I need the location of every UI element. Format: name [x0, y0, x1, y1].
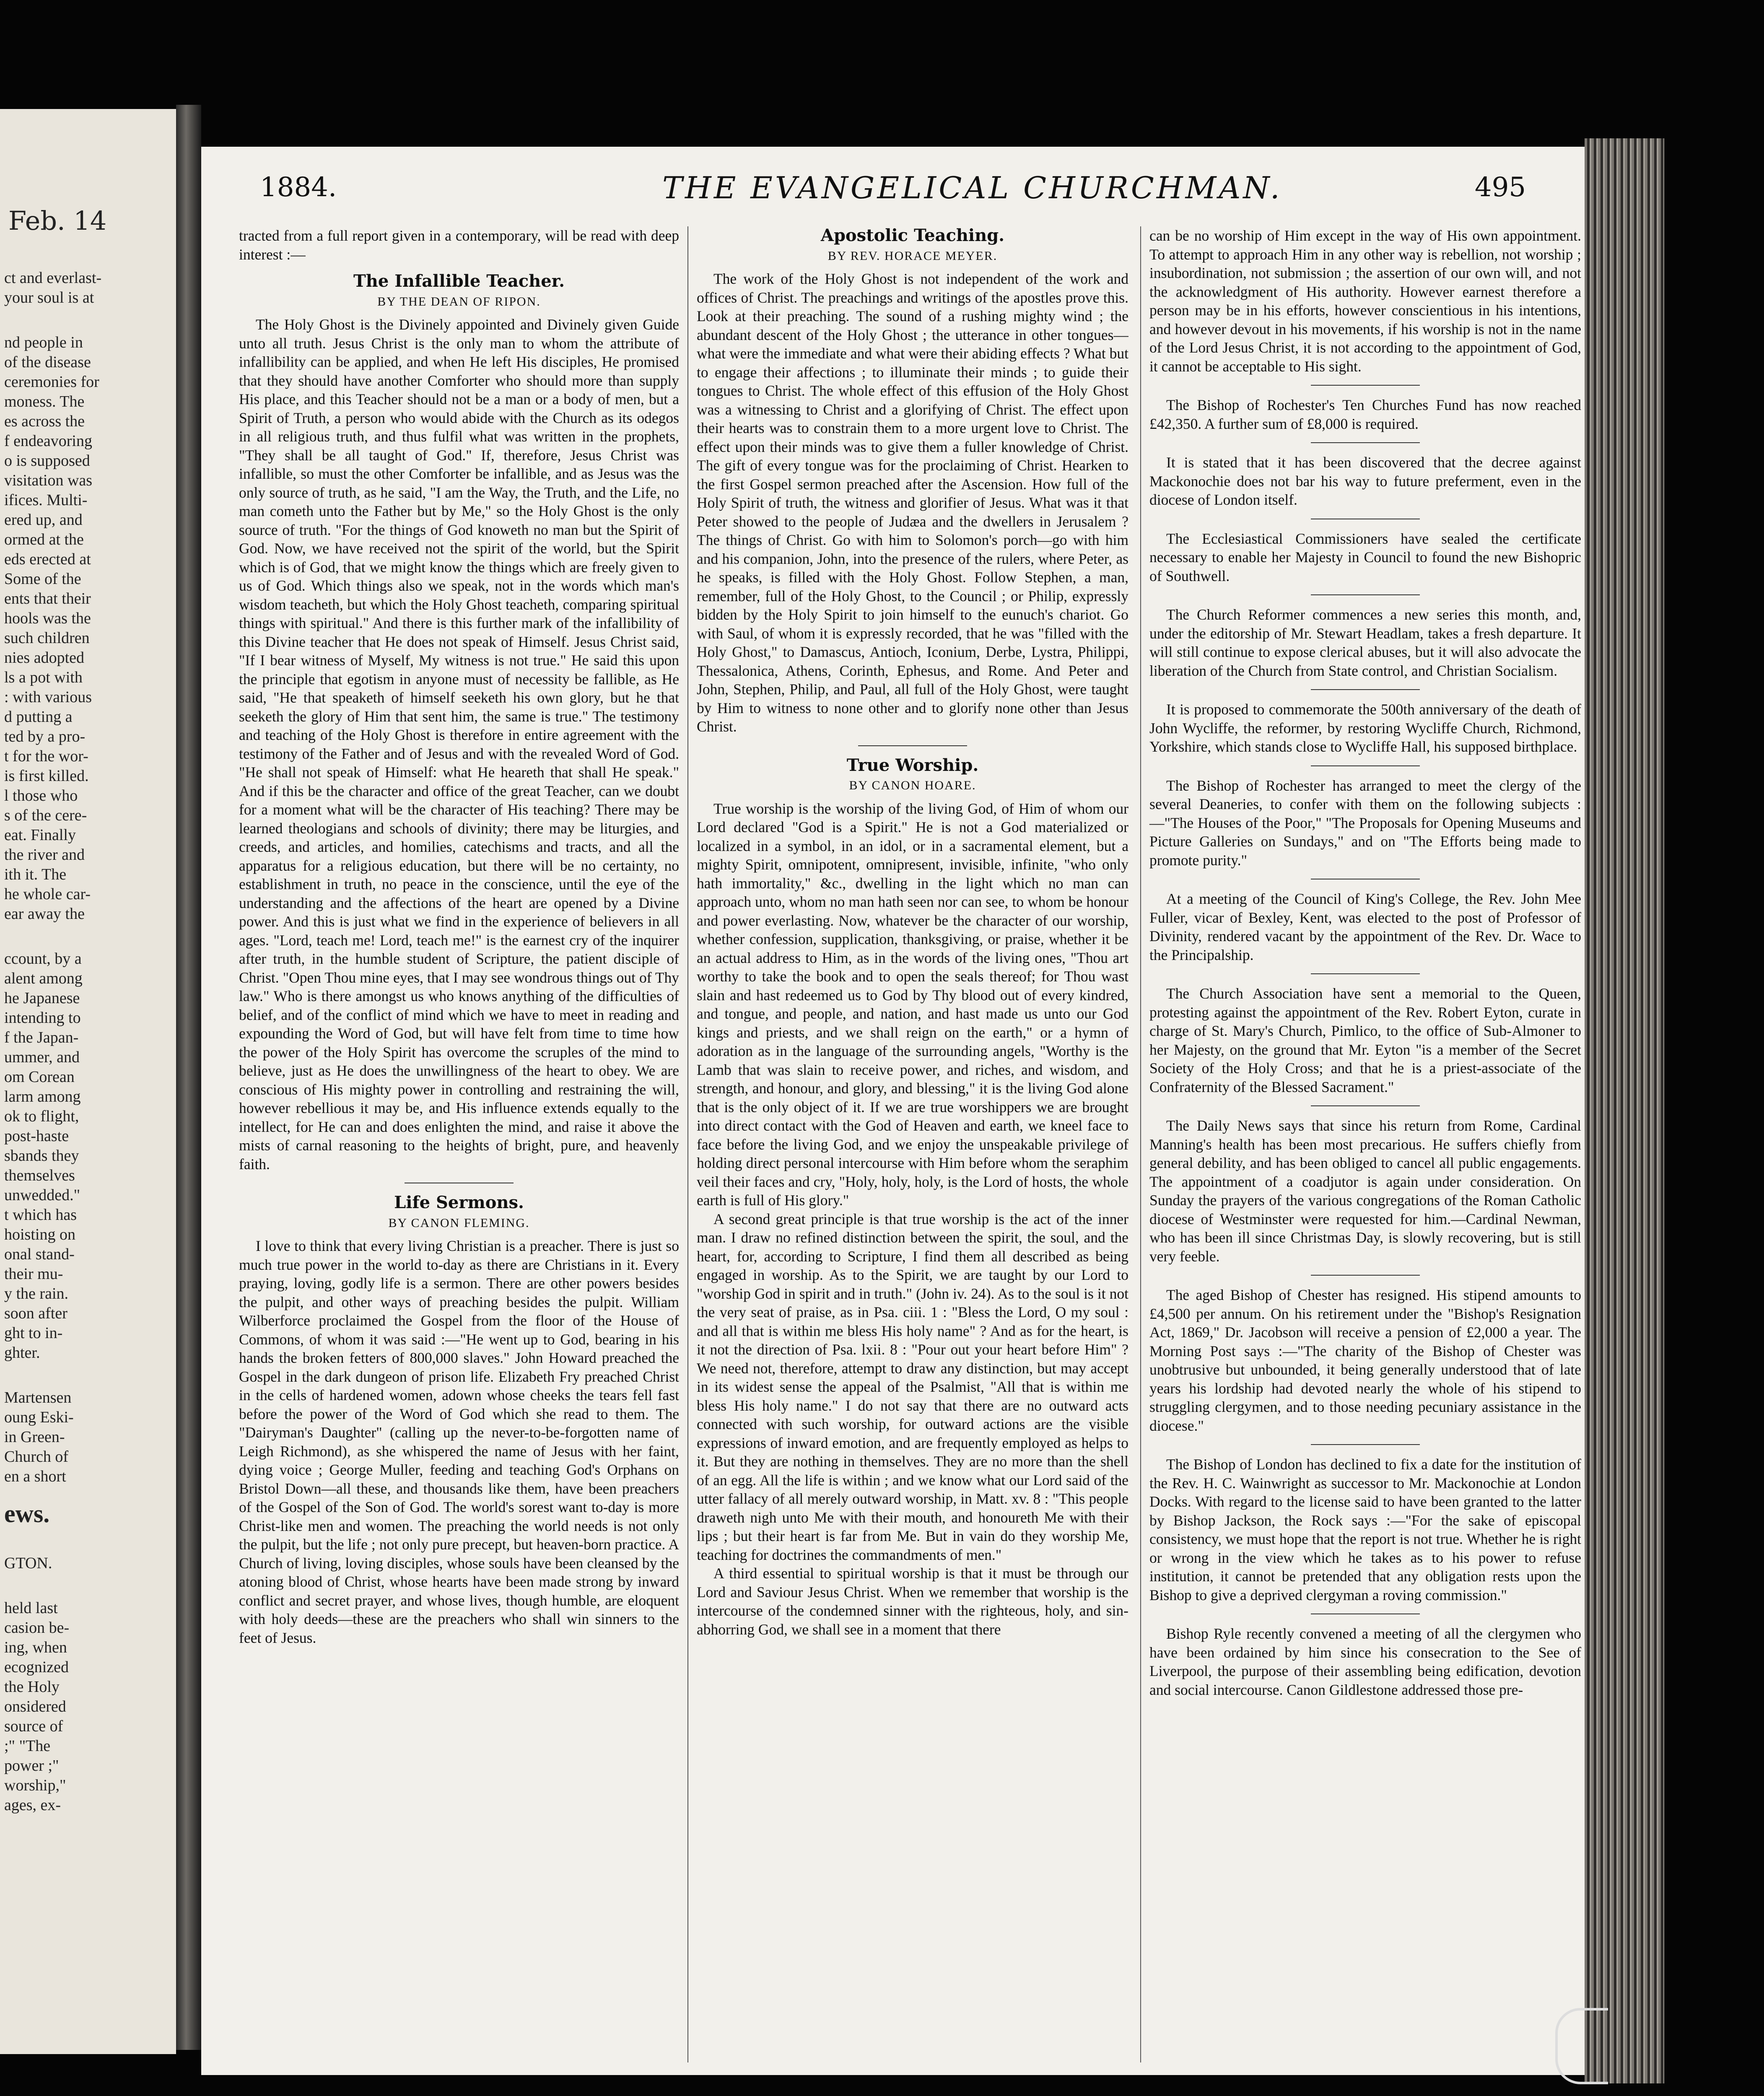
article-paragraph: A third essential to spiritual worship is that it must be through our Lord and Saviour Jesus Christ. When we remember that worship is the intercourse of the condemned sinner with the righteous, holy, and sin-abhorring God, we shall see in a moment that there	[697, 1565, 1128, 1638]
facing-page-line: intending to	[4, 1009, 81, 1027]
facing-page-line: ummer, and	[4, 1048, 80, 1066]
facing-page-line: GTON.	[4, 1554, 52, 1572]
masthead-title: THE EVANGELICAL CHURCHMAN.	[662, 170, 1282, 205]
facing-page-line: he Japanese	[4, 989, 80, 1007]
article-byline: BY THE DEAN OF RIPON.	[377, 294, 541, 309]
facing-page-line: f the Japan-	[4, 1029, 79, 1046]
facing-page-line	[4, 1363, 172, 1388]
facing-page-line: is first killed.	[4, 767, 89, 785]
section-rule	[1311, 1444, 1420, 1445]
facing-page-line: hoisting on	[4, 1226, 75, 1243]
facing-page-text	[4, 268, 172, 1815]
facing-page-line: ted by a pro-	[4, 728, 86, 745]
facing-page-line: en a short	[4, 1468, 66, 1485]
facing-page-line: ents that their	[4, 590, 91, 607]
facing-page-line: ceremonies for	[4, 373, 99, 391]
facing-page-line: y the rain.	[4, 1285, 69, 1302]
facing-page-line: visitation was	[4, 472, 93, 489]
section-rule	[1311, 594, 1420, 595]
header-year: 1884.	[260, 172, 337, 203]
facing-page-line: ghter.	[4, 1344, 40, 1362]
facing-page-line: soon after	[4, 1305, 67, 1322]
facing-page-line: unwedded."	[4, 1186, 80, 1204]
news-item: It is proposed to commemorate the 500th anniversary of the death of John Wycliffe, the reformer, by restoring Wycliffe Church, Richmond, Yorkshire, which stands close to Wycliffe Hall, his supposed birthplace.	[1149, 701, 1581, 755]
facing-page-line: ecognized	[4, 1658, 69, 1676]
facing-page-line: o is supposed	[4, 452, 90, 470]
facing-page-line: held last	[4, 1599, 58, 1617]
facing-page-line: their mu-	[4, 1265, 63, 1283]
facing-page-line: Martensen	[4, 1389, 72, 1406]
facing-page-line: the Holy	[4, 1678, 60, 1696]
facing-page-line: nies adopted	[4, 649, 85, 667]
facing-page-line: larm among	[4, 1088, 81, 1105]
page-edges	[1585, 138, 1664, 2083]
facing-page-line: f endeavoring	[4, 432, 92, 450]
facing-page-line: moness. The	[4, 393, 85, 410]
facing-page-news-heading: ews.	[4, 1500, 50, 1528]
facing-page-line: t which has	[4, 1206, 77, 1224]
facing-page	[0, 109, 176, 2054]
section-rule	[1311, 1105, 1420, 1106]
facing-page-line: t for the wor-	[4, 747, 88, 765]
facing-page-line: es across the	[4, 412, 85, 430]
facing-page-line: power ;"	[4, 1757, 59, 1774]
facing-page-line: in Green-	[4, 1428, 65, 1446]
facing-page-line: ;" "The	[4, 1737, 51, 1755]
facing-page-line: l those who	[4, 787, 78, 804]
facing-page-line: your soul is at	[4, 289, 94, 306]
facing-page-line: ered up, and	[4, 511, 83, 529]
article-byline: BY CANON HOARE.	[849, 778, 976, 792]
facing-page-line: ok to flight,	[4, 1108, 79, 1125]
news-item: At a meeting of the Council of King's College, the Rev. John Mee Fuller, vicar of Bexley, Kent, was elected to the post of Professor of Divinity, rendered vacant by the appointment of the Rev. Dr. Wace to the Principalship.	[1149, 890, 1581, 963]
facing-page-line: ifices. Multi-	[4, 491, 88, 509]
facing-page-line: Some of the	[4, 570, 81, 588]
article-byline: BY CANON FLEMING.	[388, 1216, 530, 1230]
article-paragraph: True worship is the worship of the living God, of Him of whom our Lord declared "God is a Spirit." He is not a God materialized or localized in a symbol, in an idol, or in a sacramental element, but a mighty Spirit, omnipotent, omnipresent, invisible, infinite, "who only hath immortality," &c., dwelling in the light which no man can approach unto, whom no man hath seen nor can see, to whom be honour and power everlasting. Now, whatever be the character of our worship, whether confession, supplication, thanksgiving, or praise, whether it be an actual address to Him, as in the words of the living ones, "Thou art worthy to take the book and to open the seals thereof; for Thou wast slain and hast redeemed us to God by Thy blood out of every kindred, and tongue, and people, and nation, and hast made us unto our God kings and priests, and we shall reign on the earth," or a hymn of adoration as in the language of the surrounding angels, "Worthy is the Lamb that was slain to receive power, and riches, and wisdom, and strength, and honour, and glory, and blessing," it is the living God alone that is the only object of it. If we are true worshippers we are brought into direct contact with the God of Heaven and earth, we kneel face to face before the living God, and we enjoy the unspeakable privilege of holding direct personal intercourse with Him before whom the seraphim veil their faces and cry, "Holy, holy, holy, is the Lord of hosts, the whole earth is full of His glory."	[697, 800, 1128, 1209]
facing-page-line: hools was the	[4, 610, 91, 627]
news-item: The Church Association have sent a memorial to the Queen, protesting against the appointment of the Rev. Robert Eyton, curate in charge of St. Mary's Church, Pimlico, to the office of Sub-Almoner to her Majesty, on the ground that Mr. Eyton "is a member of the Secret Society of the Holy Cross; and that he is a priest-associate of the Confraternity of the Blessed Sacrament."	[1149, 985, 1581, 1095]
facing-page-line: nd people in	[4, 334, 83, 351]
facing-page-line	[4, 1573, 172, 1598]
article-byline: BY REV. HORACE MEYER.	[828, 249, 998, 263]
binder-clip	[1555, 2008, 1608, 2084]
facing-page-line: ls a pot with	[4, 669, 83, 686]
facing-page-line: post-haste	[4, 1127, 69, 1145]
news-item: The Ecclesiastical Commissioners have sealed the certificate necessary to enable her Majesty in Council to found the new Bishopric of Southwell.	[1149, 530, 1581, 584]
facing-page-line: ear away the	[4, 905, 85, 923]
section-rule	[1311, 442, 1420, 443]
article-title: True Worship.	[846, 755, 979, 775]
facing-page-line: source of	[4, 1717, 63, 1735]
facing-page-line: Church of	[4, 1448, 69, 1466]
article-paragraph: The Holy Ghost is the Divinely appointed and Divinely given Guide unto all truth. Jesus Christ is the only man to whom the attribute of infallibility can be applied, and when He left His disciples, He promised that they should have another Comforter who should more than supply His place, and this Teacher should not be a man or a body of men, but a Spirit of Truth, a person who would abide with the Church as its odegos in all religious truth, and thus fulfil what was written in the prophets, "They shall be all taught of God." If, therefore, Jesus Christ was infallible, so must the other Comforter be infallible, and as Jesus was the only source of truth, as he said, "I am the Way, the Truth, and the Life, no man cometh unto the Father but by Me," so the Holy Ghost is the only source of truth. "For the things of God knoweth no man but the Spirit of God. Now, we have received not the spirit of the world, but the Spirit which is of God, that we might know the things which are freely given to us of God. Which things also we speak, not in the words which man's wisdom teacheth, but which the Holy Ghost teacheth, comparing spiritual things with spiritual." And there is this further mark of the infallibility of this Divine teacher that He does not speak of Himself. Jesus Christ said, "If I bear witness of Myself, My witness is not true." He said this upon the principle that egotism in anyone must of necessity be fallible, as He said, "He that speaketh of himself seeketh his own glory, but he that seeketh the glory of Him that sent him, the same is true." The testimony and teaching of the Holy Ghost is therefore in entire agreement with the testimony of the Father and of Jesus and with the revealed Word of God. "He shall not speak of Himself: what He heareth that shall He speak." And if this be the character and office of the great Teacher, can we doubt for a moment what will be the character of His teaching? There may be learned theologians and schools of divinity; there may be liturgies, and creeds, and articles, and homilies, catechisms and tracts, and all the apparatus for a religious education, but there will be no certainty, no establishment in truth, no peace in the conscience, until the eye of the understanding and the affections of the heart are opened by a Divine power. And this is just what we find in the experience of believers in all ages. "Lord, teach me! Lord, teach me!" is the earnest cry of the inquirer after truth, in the humble student of Scripture, the patient disciple of Christ. "Open Thou mine eyes, that I may see wondrous things out of Thy law." Who is there amongst us who knows anything of the difficulties of belief, and of the conflict of mind which we have to meet in reading and expounding the Word of God, but will have felt from time to time how the power of the Holy Spirit has overcome the scruples of the mind to believe, just as He does the unwillingness of the heart to obey. We are conscious of His mighty power in controlling and restraining the will, however rebellious it may be, and His influence extends equally to the intellect, for He can and does enlighten the mind, and raise it above the mists of carnal reasoning to the heights of bright, pure, and heavenly faith.	[239, 316, 679, 1173]
article-paragraph: The work of the Holy Ghost is not independent of the work and offices of Christ. The preachings and writings of the apostles prove this. Look at their preaching. The sound of a rushing mighty wind ; the abundant descent of the Holy Ghost ; the utterance in other tongues—what were the immediate and what were their abiding effects ? What but to engage their affections ; to illuminate their minds ; to guide their tongues to Christ. The whole effect of this effusion of the Holy Ghost was a witnessing to Christ and a glorifying of Christ. The effect upon their hearts was to constrain them to a more urgent love to Christ. The effect upon their minds was to give them a fuller knowledge of Christ. The gift of every tongue was for the proclaiming of Christ. Hearken to the first Gospel sermon preached after the Ascension. How full of the Holy Spirit of truth, the witness and glorifier of Jesus. What was it that Peter showed to the people of Judæa and the dwellers in Jerusalem ? The things of Christ. Go with him to Solomon's porch—go with him and his companion, John, into the presence of the rulers, where Peter, as he speaks, is filled with the Holy Ghost. Follow Stephen, a man, remember, full of the Holy Ghost, to the Council ; or Philip, expressly bidden by the Holy Spirit to join himself to the eunuch's chariot. Go with Saul, of whom it is expressly recorded, that he was "filled with the Holy Ghost," to Damascus, Antioch, Iconium, Derbe, Lystra, Philippi, Thessalonica, Athens, Corinth, Ephesus, and Rome. And Peter and John, Stephen, Philip, and Paul, all full of the Holy Ghost, were taught by Him to witness to none other and to glorify none other than Jesus Christ.	[697, 270, 1128, 735]
section-rule	[1311, 973, 1420, 974]
column-1	[239, 226, 679, 2062]
article-title: Life Sermons.	[394, 1193, 524, 1212]
facing-page-line: ccount, by a	[4, 950, 82, 968]
facing-page-date: Feb. 14	[8, 205, 107, 236]
facing-page-line: onsidered	[4, 1698, 66, 1715]
section-rule	[1311, 385, 1420, 386]
column-2	[687, 226, 1128, 2062]
article-paragraph: A second great principle is that true worship is the act of the inner man. I draw no refined distinction between the spirit, the soul, and the heart, for, according to Scripture, I find them all described as being engaged in worship. As to the Spirit, we are taught by our Lord to "worship God in spirit and in truth." (John iv. 24). As to the soul is it not the very seat of praise, as in Psa. ciii. 1 : "Bless the Lord, O my soul : and all that is within me bless His holy name" ? And as for the heart, is it not the direction of Psa. lxii. 8 : "Pour out your heart before Him" ? We need not, therefore, attempt to draw any distinction, but may accept in its widest sense the appeal of the Psalmist, "All that is within me bless His holy name." I do not say that there are no outward acts connected with such worship, for outward actions are the visible expressions of inward emotion, and are frequently employed as helps to it. But they are nothing in themselves. They are no more than the shell of an egg. All the life is within ; and we know what our Lord said of the utter fallacy of all merely outward worship, in Matt. xv. 8 : "This people draweth nigh unto Me with their mouth, and honoureth Me with their lips ; but their heart is far from Me. But in vain do they worship Me, teaching for doctrines the commandments of men."	[697, 1210, 1128, 1563]
news-item: The Bishop of London has declined to fix a date for the institution of the Rev. H. C. Wainwright as successor to Mr. Mackonochie at London Docks. With regard to the license said to have been granted to the latter by Bishop Jackson, the Rock says :—"For the sake of episcopal consistency, we must hope that the report is not true. Whether he is right or wrong in the view which he takes as to his power to refuse institution, it cannot be pretended that any obligation rests upon the Bishop to give a deprived clergyman a roving commission."	[1149, 1456, 1581, 1603]
facing-page-line: d putting a	[4, 708, 73, 726]
section-rule	[858, 745, 967, 746]
section-rule	[1311, 689, 1420, 690]
facing-page-line: worship,"	[4, 1777, 66, 1794]
book-gutter	[176, 105, 201, 2050]
newspaper-page	[201, 147, 1585, 2075]
article-paragraph: I love to think that every living Christian is a preacher. There is just so much true power in the world to-day as there are Christians in it. Every praying, loving, godly life is a sermon. There are other powers besides the pulpit, and other ways of preaching besides the pulpit. William Wilberforce proclaimed the Gospel from the floor of the House of Commons, of whom it was said :—"He went up to God, bearing in his hands the broken fetters of 800,000 slaves." John Howard preached the Gospel in the dark dungeon of prison life. Elizabeth Fry preached Christ in the cells of hardened women, adown whose cheeks the tears fell fast before the power of the Word of God which she read to them. The "Dairyman's Daughter" (calling up the never-to-be-forgotten name of Leigh Richmond), as she whispered the name of Jesus with her faint, dying voice ; George Muller, feeding and teaching God's Orphans on Bristol Down—all these, and thousands like them, have been preachers of the Gospel of the Son of God. The world's sorest want to-day is more Christ-like men and women. The preaching the world needs is not only the pulpit, but the life ; not only pure precept, but heaven-born practice. A Church of living, loving disciples, whose souls have been cleansed by the atoning blood of Christ, whose hearts have been made strong by inward conflict and secret prayer, and whose lives, though humble, are eloquent with holy deeds—these are the preachers who shall win sinners to the feet of Jesus.	[239, 1237, 679, 1646]
news-item: The Bishop of Rochester has arranged to meet the clergy of the several Deaneries, to confer with them on the following subjects :—"The Houses of the Poor," "The Proposals for Opening Museums and Picture Galleries on Sundays," and on "The Efforts being made to promote purity."	[1149, 777, 1581, 869]
facing-page-line: ith it. The	[4, 866, 67, 883]
facing-page-line: s of the cere-	[4, 807, 87, 824]
news-item: Bishop Ryle recently convened a meeting of all the clergymen who have been ordained by him since his consecration to the See of Liverpool, the purpose of their assembling being edification, devotion and social intercourse. Canon Gildlestone addressed those pre-	[1149, 1625, 1581, 1698]
facing-page-line: onal stand-	[4, 1245, 75, 1263]
news-item: can be no worship of Him except in the way of His own appointment. To attempt to approach Him in any other way is rebellion, not worship ; insubordination, not submission ; the assertion of our own will, and not the acknowledgment of His authority. However earnest therefore a person may be in his efforts, however conscientious in his intentions, and however devout in his movements, if his worship is not in the name of the Lord Jesus Christ, it is not according to the appointment of God, it cannot be acceptable to His sight.	[1149, 227, 1581, 375]
facing-page-line: he whole car-	[4, 885, 91, 903]
page-number: 495	[1474, 172, 1526, 203]
facing-page-line	[4, 924, 172, 949]
page-header	[201, 147, 1585, 226]
section-rule	[1311, 1275, 1420, 1276]
facing-page-line: eat. Finally	[4, 826, 76, 844]
column-3	[1140, 226, 1581, 2062]
facing-page-line: oung Eski-	[4, 1409, 74, 1426]
news-item: The Bishop of Rochester's Ten Churches Fund has now reached £42,350. A further sum of £8,000 is required.	[1149, 397, 1581, 432]
facing-page-line: such children	[4, 629, 90, 647]
facing-page-line: ght to in-	[4, 1324, 63, 1342]
facing-page-line: ormed at the	[4, 531, 84, 548]
news-item: It is stated that it has been discovered that the decree against Mackonochie does not bar his way to future preferment, even in the diocese of London itself.	[1149, 454, 1581, 508]
facing-page-line: om Corean	[4, 1068, 75, 1086]
news-item: The aged Bishop of Chester has resigned. His stipend amounts to £4,500 per annum. On his retirement under the "Bishop's Resignation Act, 1869," Dr. Jacobson will receive a pension of £2,000 a year. The Morning Post says :—"The charity of the Bishop of Chester was unobtrusive but unbounded, it being generally understood that of late years his lordship had devoted nearly the whole of his stipend to struggling clergymen, and to those needing pecuniary assistance in the diocese."	[1149, 1287, 1581, 1434]
intro-text: tracted from a full report given in a contemporary, will be read with deep interest :—	[239, 227, 679, 263]
facing-page-line: ages, ex-	[4, 1796, 61, 1814]
facing-page-line	[4, 308, 172, 333]
facing-page-line: alent among	[4, 970, 83, 987]
facing-page-line: themselves	[4, 1167, 75, 1184]
article-title: Apostolic Teaching.	[820, 226, 1005, 245]
facing-page-line: eds erected at	[4, 550, 91, 568]
facing-page-line: : with various	[4, 688, 92, 706]
article-title: The Infallible Teacher.	[353, 271, 565, 291]
news-item: The Church Reformer commences a new series this month, and, under the editorship of Mr. Stewart Headlam, takes a fresh departure. It will still continue to expose clerical abuses, but it will also advocate the liberation of the Church from State control, and Christian Socialism.	[1149, 606, 1581, 679]
facing-page-line: ct and everlast-	[4, 269, 102, 287]
news-item: The Daily News says that since his return from Rome, Cardinal Manning's health has been most precarious. He suffers chiefly from general debility, and has been obliged to cancel all public engagements. The appointment of a coadjutor is again under consideration. On Sunday the prayers of the various congregations of the Roman Catholic diocese of Westminster were requested for him.—Cardinal Newman, who has been ill since Christmas Day, is slowly recovering, but is still very feeble.	[1149, 1117, 1581, 1265]
facing-page-line: ing, when	[4, 1639, 67, 1656]
facing-page-line: the river and	[4, 846, 85, 864]
facing-page-line: of the disease	[4, 353, 91, 371]
facing-page-line: casion be-	[4, 1619, 70, 1637]
section-rule	[1311, 765, 1420, 766]
facing-page-line: sbands they	[4, 1147, 79, 1165]
